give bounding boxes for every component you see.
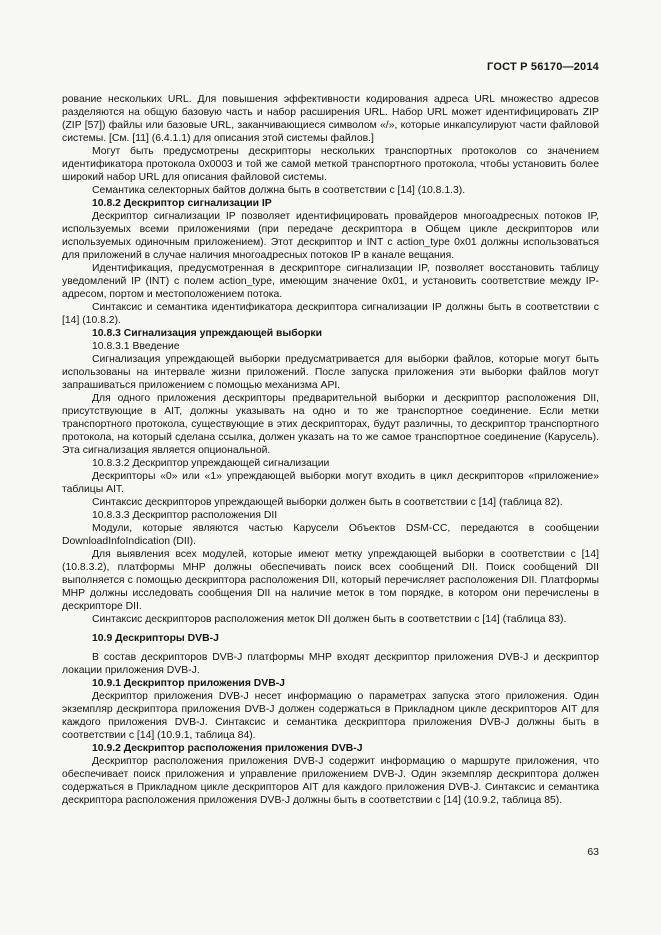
paragraph: Дескриптор расположения приложения DVB-J содержит информацию о маршруте приложения, что обеспечивает поиск приложения и управление приложением DVB-J. Один экземпляр дескриптора должен содержаться в Прикладном цикле дескрипторов AIT для каждого приложения DVB-J. Синтаксис и семантика дескриптора расположения приложения DVB-J должны быть в соответствии с [14] (10.9.2, таблица 85). (62, 756, 599, 806)
subsection-heading: 10.8.3.3 Дескриптор расположения DII (92, 510, 278, 521)
paragraph: Дескриптор приложения DVB-J несет информацию о параметрах запуска этого приложения. Один экземпляр дескриптора приложения DVB-J должен содержаться в Прикладном цикле дескрипторов AIT для каждого приложения DVB-J. Синтаксис и семантика дескриптора приложения DVB-J должны быть в соответствии с [14] (10.9.1, таблица 84). (62, 691, 599, 741)
subsection-heading: 10.8.3.1 Введение (92, 341, 180, 352)
paragraph: Дескрипторы «0» или «1» упреждающей выборки могут входить в цикл дескрипторов «приложение» таблицы AIT. (62, 471, 599, 495)
page-number: 63 (587, 846, 599, 858)
paragraph: Для выявления всех модулей, которые имеют метку упреждающей выборки в соответствии с [14] (10.8.3.2), платформы МНР должны обеспечивать поиск всех сообщений DII. Поиск сообщений DII выполняется с помощью дескриптора расположения DII, который перечисляет расположения DII. Платформы МНР должны исследовать сообщения DII на наличие меток в том порядке, в котором они перечислены в дескрипторе DII. (62, 549, 599, 612)
section-heading: 10.9 Дескрипторы DVB-J (92, 633, 219, 644)
paragraph: Синтаксис и семантика идентификатора дескриптора сигнализации IP должны быть в соответствии с [14] (10.8.2). (62, 302, 599, 326)
section-heading: 10.8.2 Дескриптор сигнализации IP (92, 198, 272, 209)
paragraph: Семантика селекторных байтов должна быть в соответствии с [14] (10.8.1.3). (92, 185, 466, 196)
paragraph: Сигнализация упреждающей выборки предусматривается для выборки файлов, которые могут быть использованы на интервале жизни приложений. После запуска приложения эти выборки файлов могут запрашиваться приложением с помощью механизма API. (62, 354, 599, 391)
paragraph: Могут быть предусмотрены дескрипторы нескольких транспортных протоколов со значением идентификатора протокола 0x0003 и той же самой меткой транспортного протокола, чтобы установить более широкий набор URL для описания файловой системы. (62, 146, 599, 183)
section-heading: 10.8.3 Сигнализация упреждающей выборки (92, 328, 323, 339)
section-heading: 10.9.1 Дескриптор приложения DVB-J (92, 678, 285, 689)
subsection-heading: 10.8.3.2 Дескриптор упреждающей сигнализации (92, 458, 330, 469)
paragraph: Модули, которые являются частью Карусели Объектов DSM-CC, передаются в сообщении DownloadInfoIndication (DII). (62, 523, 599, 547)
paragraph: Синтаксис дескрипторов расположения меток DII должен быть в соответствии с [14] (таблица 83). (92, 614, 567, 625)
paragraph: Дескриптор сигнализации IP позволяет идентифицировать провайдеров многоадресных потоков IP, используемых всеми приложениями (при передаче дескриптора в Общем цикле дескрипторов или используемых одиночным приложением). Этот дескриптор и INT с action_type 0x01 должны использоваться для приложений в случае наличия многоадресных потоков IP в канале вещания. (62, 211, 599, 261)
document-body (62, 93, 599, 807)
section-heading: 10.9.2 Дескриптор расположения приложения DVB-J (92, 743, 363, 754)
paragraph: Синтаксис дескрипторов упреждающей выборки должен быть в соответствии с [14] (таблица 82). (92, 497, 563, 508)
document-id-header: ГОСТ Р 56170—2014 (487, 61, 599, 73)
paragraph: Для одного приложения дескрипторы предварительной выборки и дескриптор расположения DII, присутствующие в AIT, должны указывать на одно и то же транспортное соединение. Если метки транспортного протокола, существующие в этих дескрипторах, будут различны, то дескриптор транспортного протокола, на который сделана ссылка, должен указать на то же самое транспортное соединение (Карусель). Эта сигнализация является опциональной. (62, 393, 599, 456)
paragraph: рование нескольких URL. Для повышения эффективности кодирования адреса URL множество адресов разделяются на общую базовую часть и набор расширения URL. Набор URL может идентифицировать ZIP (ZIP [57]) файлы или базовые URL, заканчивающиеся символом «/», которые инкапсулируют части файловой системы. [См. [11] (6.4.1.1) для описания этой системы файлов.] (62, 94, 599, 144)
paragraph: В состав дескрипторов DVB-J платформы МНР входят дескриптор приложения DVB-J и дескриптор локации приложения DVB-J. (62, 652, 599, 676)
paragraph: Идентификация, предусмотренная в дескрипторе сигнализации IP, позволяет восстановить таблицу уведомлений IP (INT) с полем action_type, имеющим значение 0x01, и установить соответствие между IP-адресом, портом и местоположением потока. (62, 263, 599, 300)
